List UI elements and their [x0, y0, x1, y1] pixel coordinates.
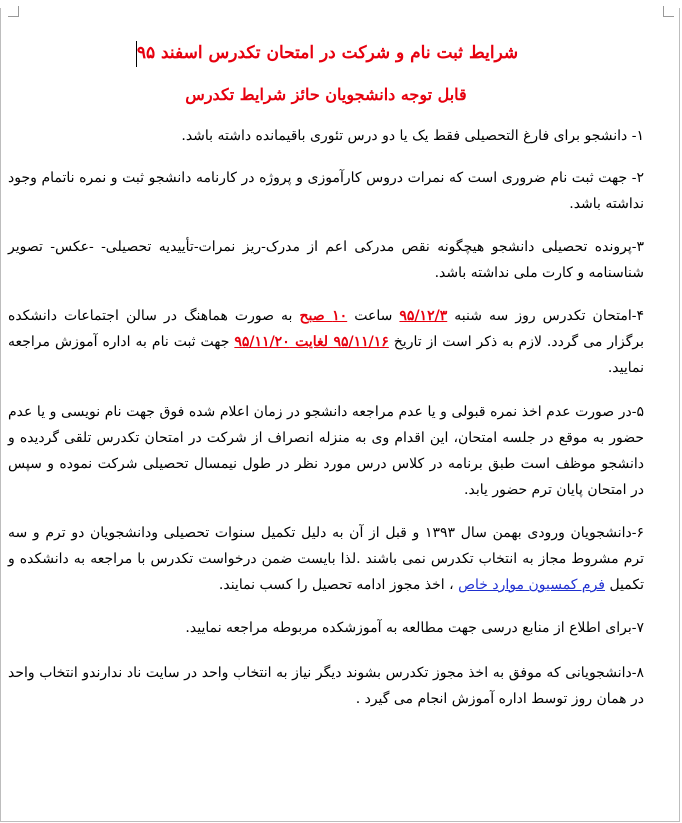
rule-item-6-text: ، اخذ مجوز ادامه تحصیل را کسب نمایند. — [218, 577, 459, 593]
document-subtitle: قابل توجه دانشجویان حائز شرایط تکدرس — [185, 85, 467, 104]
rule-item-4-text: ساعت — [347, 308, 400, 324]
rule-item-1: ۱- دانشجو برای فارغ التحصیلی فقط یک یا دو درس تئوری باقیمانده داشته باشد. — [181, 128, 644, 144]
special-cases-form-link[interactable]: فرم کمسیون موارد خاص — [458, 577, 605, 593]
rule-item-7: ۷-برای اطلاع از منابع درسی جهت مطالعه به آموزشکده مربوطه مراجعه نمایید. — [185, 620, 644, 636]
registration-date-range: ۹۵/۱۱/۱۶ لغایت ۹۵/۱۱/۲۰ — [234, 334, 389, 350]
rule-item-6 — [8, 520, 644, 598]
rule-item-3: ۳-پرونده تحصیلی دانشجو هیچگونه نقص مدرکی اعم از مدرک-ریز نمرات-تأییدیه تحصیلی- -عکس- تصویر شناسنامه و کارت ملی نداشته باشد. — [8, 239, 644, 281]
exam-time: ۱۰ صبح — [299, 308, 348, 324]
rule-item-4-text: جهت ثبت نام به اداره آموزش مراجعه نمایید. — [8, 334, 644, 376]
rule-item-6-text: ۶-دانشجویان ورودی بهمن سال ۱۳۹۳ و قبل از آن به دلیل تکمیل سنوات تحصیلی ودانشجویان دو ترم و سه ترم مشروط مجاز به انتخاب تکدرس نمی باشند .لذا بایست ضمن درخواست تکدرس با مراجعه به دانشکده و تکمیل — [8, 525, 644, 593]
document-title — [8, 39, 644, 67]
exam-date: ۹۵/۱۲/۳ — [399, 308, 448, 324]
rule-item-2: ۲- جهت ثبت نام ضروری است که نمرات دروس کارآموزی و پروژه در کارنامه دانشجو ثبت و نمره ناتمام وجود نداشته باشد. — [8, 170, 644, 212]
rule-item-4-text: ۴-امتحان تکدرس روز سه شنبه — [447, 308, 645, 324]
rule-item-4 — [8, 303, 644, 381]
rule-item-8: ۸-دانشجویانی که موفق به اخذ مجوز تکدرس بشوند دیگر نیاز به انتخاب واحد در سایت ناد ندارندو انتخاب واحد در همان روز توسط اداره آموزش انجام می گیرد . — [8, 665, 644, 707]
page-corner-mark — [8, 6, 19, 17]
rule-item-5: ۵-در صورت عدم اخذ نمره قبولی و یا عدم مراجعه دانشجو در زمان اعلام شده فوق جهت نام نویسی و یا عدم حضور به موقع در جلسه امتحان، این اقدام وی به منزله انصراف از شرکت در امتحان تکدرس تلقی گردیده و دانشجو موظف است طبق برنامه در کلاس درس مورد نظر در طول نیمسال تحصیلی شرکت نموده و سپس در امتحان پایان ترم حضور یابد. — [8, 404, 644, 498]
rule-item-4-text: به صورت هماهنگ در سالن اجتماعات دانشکده برگزار می گردد. لازم به ذکر است از تاریخ — [8, 308, 644, 350]
document-page — [8, 26, 644, 712]
page-corner-mark — [663, 6, 674, 17]
title-text: شرایط ثبت نام و شرکت در امتحان تکدرس اسفند ۹۵ — [136, 43, 519, 63]
